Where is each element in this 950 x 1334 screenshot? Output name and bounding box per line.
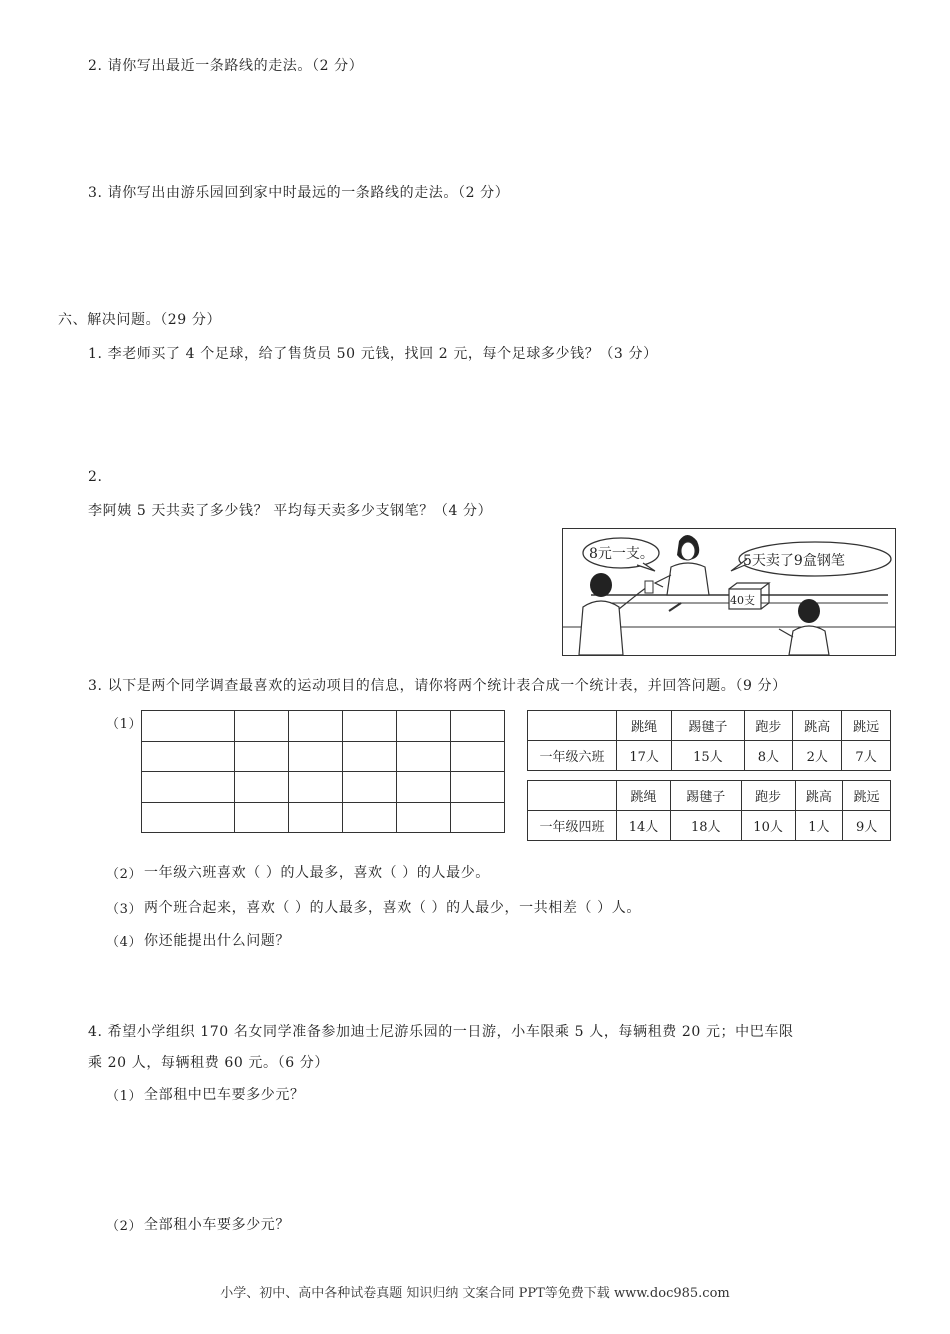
row-label: 一年级六班 <box>528 741 617 771</box>
value-cell: 17人 <box>617 741 672 771</box>
page-footer: 小学、初中、高中各种试卷真题 知识归纳 文案合同 PPT等免费下载 www.doc985.com <box>220 1286 730 1301</box>
value-cell: 9人 <box>843 811 891 841</box>
value-cell: 7人 <box>842 741 891 771</box>
header-cell: 跳绳 <box>617 711 672 741</box>
pen-box-label: 40支 <box>730 594 755 607</box>
section-6-title: 六、解决问题。（29 分） <box>58 312 222 328</box>
value-cell: 18人 <box>670 811 741 841</box>
question-5-3: 3. 请你写出由游乐园回到家中时最远的一条路线的走法。（2 分） <box>88 185 510 201</box>
q3-sub1-label: （1） <box>106 717 143 732</box>
q3-sub2: 一年级六班喜欢（ ）的人最多，喜欢（ ）的人最少。 <box>144 865 490 881</box>
value-cell: 10人 <box>741 811 795 841</box>
stats-table-class-4 <box>527 780 891 841</box>
q3-sub3: 两个班合起来，喜欢（ ）的人最多，喜欢（ ）的人最少，一共相差（ ）人。 <box>144 900 641 916</box>
q3-sub4-label: （4） <box>106 935 143 950</box>
header-cell: 跳高 <box>795 781 843 811</box>
header-cell: 跑步 <box>741 781 795 811</box>
q4-sub1-label: （1） <box>106 1089 143 1104</box>
table-corner <box>528 711 617 741</box>
stats-table-class-6 <box>527 710 891 771</box>
question-6-4-line1: 4. 希望小学组织 170 名女同学准备参加迪士尼游乐园的一日游，小车限乘 5 人，每辆租费 20 元；中巴车限 <box>88 1024 794 1040</box>
header-cell: 踢毽子 <box>670 781 741 811</box>
question-6-1: 1. 李老师买了 4 个足球，给了售货员 50 元钱，找回 2 元，每个足球多少钱？（3 分） <box>88 346 658 362</box>
question-5-2: 2. 请你写出最近一条路线的走法。（2 分） <box>88 58 364 74</box>
question-6-4-line2: 乘 20 人，每辆租费 60 元。（6 分） <box>88 1055 329 1071</box>
value-cell: 14人 <box>617 811 671 841</box>
q4-sub2: 全部租小车要多少元？ <box>144 1217 290 1233</box>
header-cell: 跳远 <box>843 781 891 811</box>
row-label: 一年级四班 <box>528 811 617 841</box>
value-cell: 2人 <box>793 741 842 771</box>
header-cell: 跑步 <box>744 711 793 741</box>
header-cell: 踢毽子 <box>672 711 744 741</box>
question-6-2: 李阿姨 5 天共卖了多少钱？ 平均每天卖多少支钢笔？（4 分） <box>88 503 493 519</box>
blank-combined-table[interactable] <box>141 710 505 833</box>
value-cell: 15人 <box>672 741 744 771</box>
header-cell: 跳远 <box>842 711 891 741</box>
q3-sub2-label: （2） <box>106 867 143 882</box>
q4-sub1: 全部租中巴车要多少元？ <box>144 1087 305 1103</box>
table-corner <box>528 781 617 811</box>
header-cell: 跳高 <box>793 711 842 741</box>
question-6-3: 3. 以下是两个同学调查最喜欢的运动项目的信息，请你将两个统计表合成一个统计表，并回答问题。（9 分） <box>88 678 787 694</box>
pen-seller-illustration <box>562 528 896 656</box>
header-cell: 跳绳 <box>617 781 671 811</box>
q4-sub2-label: （2） <box>106 1219 143 1234</box>
q3-sub4: 你还能提出什么问题？ <box>144 933 290 949</box>
question-6-2-number: 2. <box>88 469 103 485</box>
value-cell: 8人 <box>744 741 793 771</box>
q3-sub3-label: （3） <box>106 902 143 917</box>
speech-bubble-left: 8元一支。 <box>589 546 654 562</box>
value-cell: 1人 <box>795 811 843 841</box>
speech-bubble-right: 5天卖了9盒钢笔 <box>743 553 845 569</box>
